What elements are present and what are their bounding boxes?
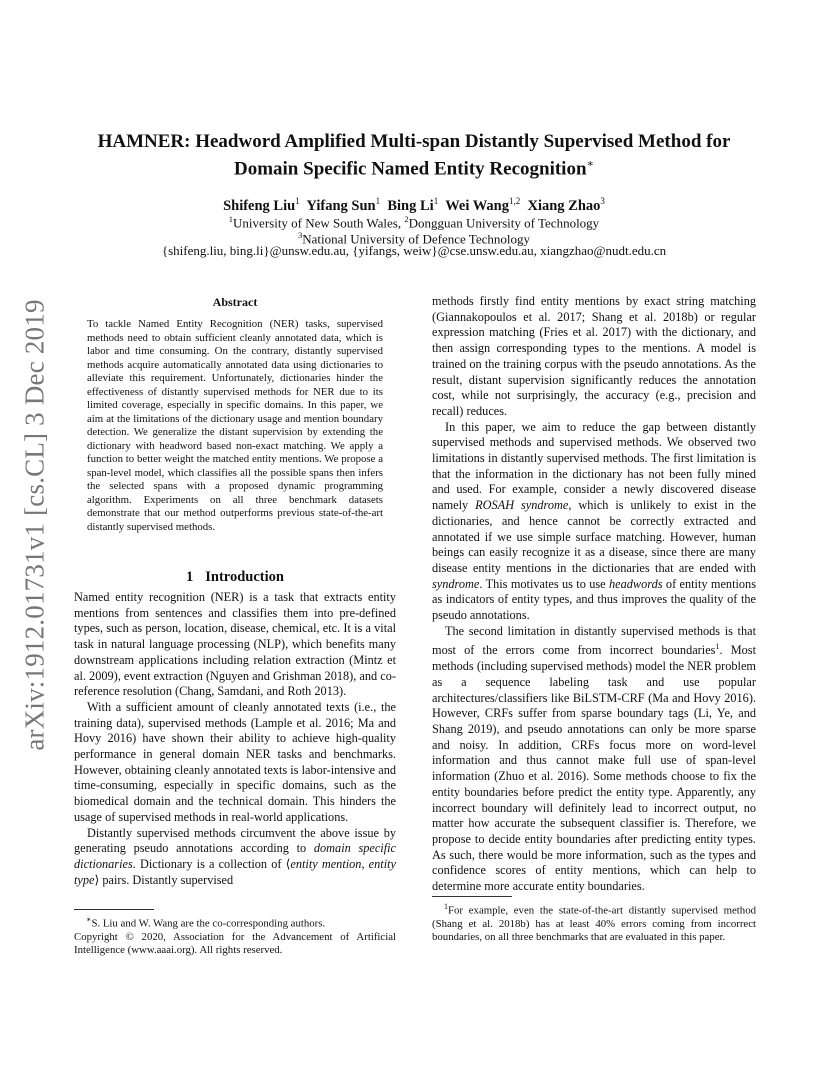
emphasis-text: entity type [74, 856, 396, 887]
arxiv-stamp [20, 290, 50, 760]
author-affiliation-mark: 1,2 [508, 196, 521, 206]
emphasis-text: ROSAH syndrome [475, 498, 569, 513]
abstract-heading: Abstract [212, 295, 258, 309]
arxiv-identifier: arXiv:1912.01731v1 [cs.CL] 3 Dec 2019 [19, 299, 50, 751]
copyright-notice: Copyright © 2020, Association for the Advancement of Artificial Intelligence (www.aaai.org). All rights reserved. [74, 930, 396, 956]
footnote-mark: ∗ [86, 915, 92, 924]
text-run: The second limitation in distantly supervised methods is that most of the errors come from incorrect boundaries [432, 623, 756, 658]
footnote-mark: 1 [444, 902, 448, 911]
author-affiliation-mark: 1 [375, 196, 381, 206]
text-run: . Most methods (including supervised methods) model the NER problem as a sequence labeling task and use popular architectures/classifiers like BiLSTM-CRF (Ma and Hovy 2016). However, CRFs suffer from sparse boundary tags (Li, Ye, and Shang 2019), and pseudo annotations can only be more sparse and noisy. In addition, CRFs focus more on word-level information and thus cannot make full use of span-level information (Zhuo et al. 2016). Some methods choose to fix the entity boundaries before predict the entity type. Apparently, any incorrect boundary will definitely lead to incorrect output, no matter how accurate the subsequent classifier is. Therefore, we propose to decide entity boundaries after predicting entity types. As such, there would be more information, such as the types and confidence scores of entity mentions, which can help to determine more accurate entity boundaries. [432, 643, 756, 894]
author-name: Shifeng Liu [223, 197, 296, 214]
text-run: ⟩ pairs. Distantly supervised [94, 872, 234, 887]
title-line-1: HAMNER: Headword Amplified Multi-span Distantly Supervised Method for [97, 131, 731, 152]
intro-paragraph-1: Named entity recognition (NER) is a task that extracts entity mentions from sentences and classifies them into pre-defined types, such as person, location, disease, chemical, etc. It is a vital task in natural language processing (NLP), which benefits many downstream applications including relation extraction (Mintz et al. 2009), event extraction (Nguyen and Grishman 2018), and co-reference resolution (Chang, Samdani, and Roth 2013). [74, 590, 396, 699]
author-affiliation-mark: 3 [600, 196, 605, 206]
section-number: 1 [186, 569, 194, 585]
footnote-1 [432, 900, 756, 944]
text-run: Distantly supervised methods circumvent the above issue by generating pseudo annotations according to [74, 825, 396, 856]
author-name: Wei Wang [445, 197, 509, 214]
abstract-text: To tackle Named Entity Recognition (NER) tasks, supervised methods need to obtain sufficient cleanly annotated data, which is labor and time consuming. On the contrary, distantly supervised methods acquire automatically annotated data using dictionaries to alleviate this requirement. Unfortunately, dictionaries hinder the effectiveness of distantly supervised methods for NER due to its limited coverage, especially in specific domains. In this paper, we aim at the limitations of the dictionary usage and mention boundary detection. We generalize the distant supervision by extending the dictionary with headword based non-exact matching. We apply a function to better weight the matched entity mentions. We propose a span-level model, which classifies all the possible spans then infers the selected spans with a proposed dynamic programming algorithm. Experiments on all three benchmark datasets demonstrate that our method outperforms previous state-of-the-art distantly supervised methods. [87, 318, 383, 533]
intro-paragraph-6 [432, 624, 756, 895]
intro-paragraph-4: methods firstly find entity mentions by exact string matching (Giannakopoulos et al. 2017; Shang et al. 2018b) or regular expression matching (Fries et al. 2017) with the dictionary, and then assign corresponding types to the mentions. A model is trained on the training corpus with the pseudo annotations. As the result, distant supervision significantly reduces the annotation cost, while not surprisingly, the accuracy (e.g., precision and recall) reduces. [432, 294, 756, 418]
affiliation-mark: 1 [228, 214, 234, 224]
footnote-corresponding [74, 913, 396, 931]
intro-paragraph-2: With a sufficient amount of cleanly annotated texts (i.e., the training data), supervised methods (Lample et al. 2016; Ma and Hovy 2016) have shown their ability to achieve high-quality performance in general domain NER tasks and benchmarks. However, obtaining cleanly annotated texts is labor-intensive and time-consuming, especially in specific domains, such as the biomedical domain and the technical domain. This hinders the usage of supervised methods in real-world applications. [74, 699, 396, 824]
footnote-text: For example, even the state-of-the-art distantly supervised method (Shang et al. 2018b) has at least 40% errors coming from incorrect boundaries, on all three benchmarks that are evaluated in this paper. [432, 904, 756, 943]
author-affiliation-mark: 1 [433, 196, 439, 206]
affiliation-unsw: University of New South Wales, [233, 215, 405, 231]
intro-paragraph-3 [74, 826, 396, 889]
text-run: , which is unlikely to exist in the dictionaries, and hence cannot be correctly extracted and annotated if we use simple surface matching. However, human beings can easily recognize it as a disease, since there are many disease entity mentions in the dictionaries that are ended with [432, 498, 756, 575]
text-run: In this paper, we aim to reduce the gap between distantly supervised methods and supervised methods. We observed two limitations in distantly supervised methods. The first limitation is that the information in the dictionary has not been fully mined and used. For example, consider a newly discovered disease namely [432, 419, 756, 513]
text-run: . Dictionary is a collection of ⟨ [132, 856, 291, 871]
emphasis-text: syndrome [432, 576, 480, 591]
affiliation-mark: 2 [404, 214, 409, 224]
title-line-2: Domain Specific Named Entity Recognition [233, 158, 587, 180]
footnotes-left [74, 913, 396, 957]
paper-title [60, 130, 768, 180]
section-heading [74, 569, 396, 586]
title-footnote-mark: ∗ [586, 158, 595, 170]
intro-body-right [432, 294, 756, 895]
text-run: . This motivates us to use [479, 576, 610, 591]
affiliation-dongguan: Dongguan University of Technology [408, 215, 600, 231]
section-title: Introduction [205, 569, 284, 585]
author-name: Bing Li [387, 197, 434, 214]
author-name: Xiang Zhao [527, 197, 601, 214]
intro-body-left [74, 590, 396, 888]
emphasis-text: entity mention [290, 856, 362, 871]
footnote-text: S. Liu and W. Wang are the co-corresponding authors. [91, 917, 326, 930]
emphasis-text: domain specific dictionaries [74, 841, 397, 871]
footnote-divider [74, 909, 154, 910]
footnotes-right [432, 900, 756, 944]
affiliation-mark: 3 [298, 230, 303, 240]
author-name: Yifang Sun [306, 197, 376, 214]
text-run: of entity mentions as indicators of entity types, and thus improves the quality of the pseudo annotations. [432, 576, 756, 623]
intro-paragraph-5 [432, 420, 756, 624]
author-emails: {shifeng.liu, bing.li}@unsw.edu.au, {yifangs, weiw}@cse.unsw.edu.au, xiangzhao@nudt.edu.cn [161, 243, 667, 258]
author-affiliation-mark: 1 [295, 196, 300, 206]
affiliation-nudt: National University of Defence Technology [302, 231, 530, 247]
footnote-mark: 1 [715, 642, 720, 652]
emphasis-text: headwords [609, 576, 663, 591]
footnote-divider [432, 896, 512, 897]
text-run: , [361, 856, 369, 871]
